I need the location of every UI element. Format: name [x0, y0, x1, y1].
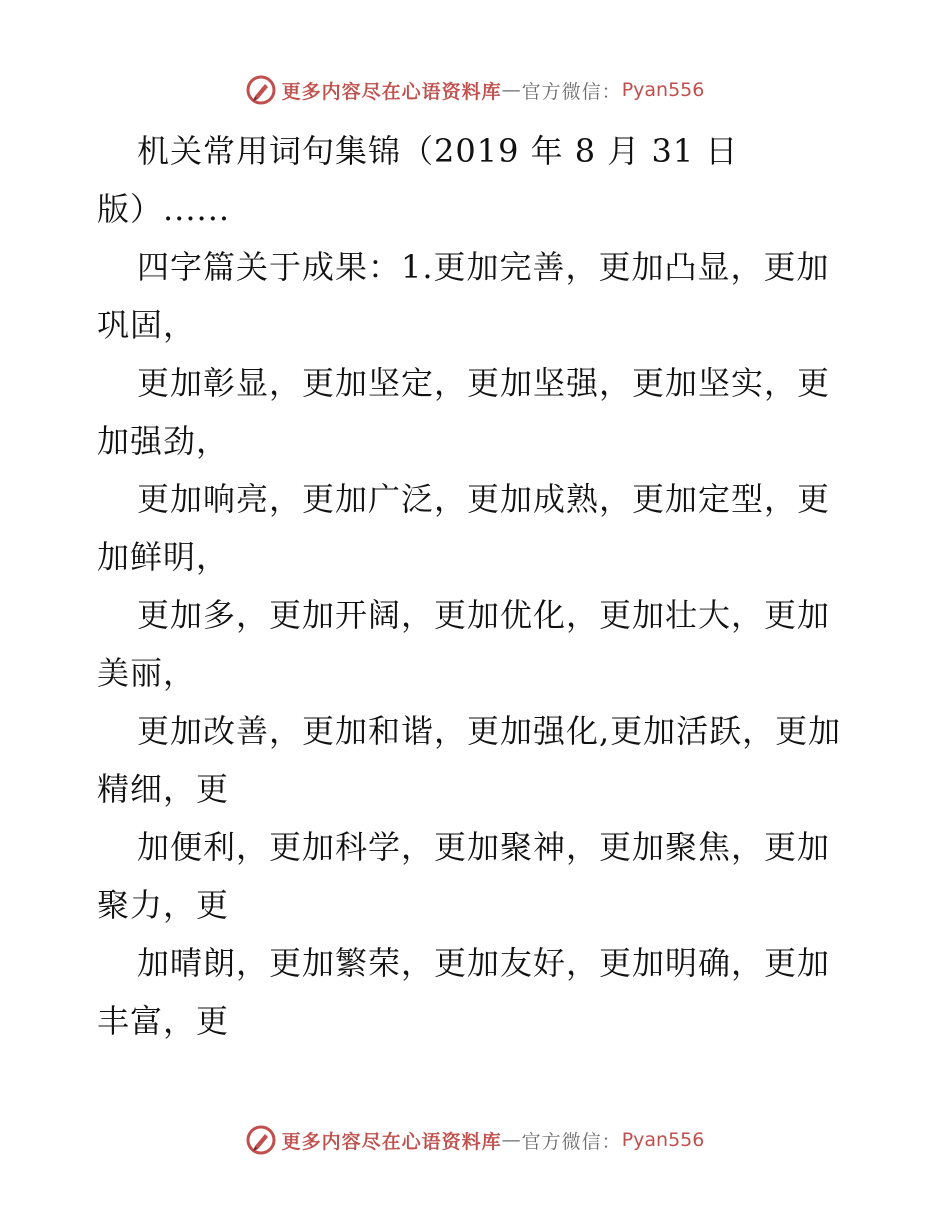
paragraph: 更加多，更加开阔，更加优化，更加壮大，更加美丽， — [97, 596, 831, 692]
banner-dash: — — [501, 79, 522, 101]
paragraph: 更加彰显，更加坚定，更加坚强，更加坚实，更加强劲， — [97, 364, 831, 460]
site-name-text: 更多内容尽在心语资料库 — [281, 80, 502, 103]
document-body — [97, 122, 857, 1050]
paragraph: 更加响亮，更加广泛，更加成熟，更加定型，更加鲜明， — [97, 480, 831, 576]
wechat-label: 官方微信： — [521, 1130, 622, 1153]
wechat-id: Pyan556 — [621, 79, 705, 101]
pen-logo-icon — [246, 1125, 276, 1155]
site-name-text: 更多内容尽在心语资料库 — [281, 1130, 502, 1153]
pen-logo-icon — [246, 75, 276, 105]
wechat-label: 官方微信： — [521, 80, 622, 103]
paragraph: 四字篇关于成果：1.更加完善，更加凸显，更加巩固， — [97, 248, 830, 344]
header-banner — [0, 70, 950, 110]
document-title: 机关常用词句集锦（2019 年 8 月 31 日版）...... — [97, 132, 739, 228]
paragraph: 加晴朗，更加繁荣，更加友好，更加明确，更加丰富，更 — [97, 944, 831, 1040]
wechat-id: Pyan556 — [621, 1129, 705, 1151]
paragraph: 加便利，更加科学，更加聚神，更加聚焦，更加聚力，更 — [97, 828, 831, 924]
banner-dash: — — [501, 1129, 522, 1151]
footer-banner — [0, 1120, 950, 1160]
paragraph: 更加改善，更加和谐，更加强化,更加活跃，更加精细，更 — [97, 712, 842, 808]
